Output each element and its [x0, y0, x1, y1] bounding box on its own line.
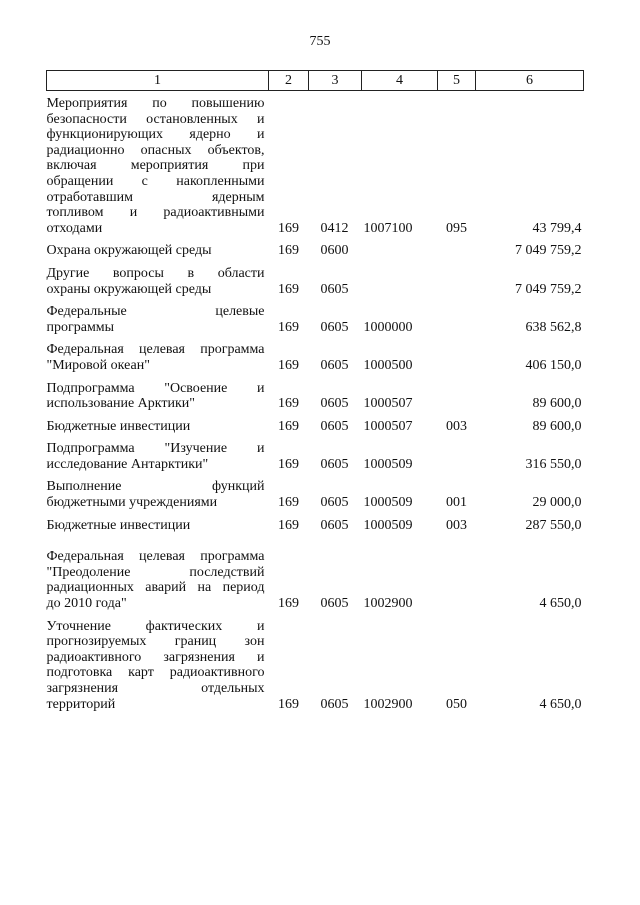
description-line: прогнозируемых границ зон: [46, 634, 265, 650]
description-line: "Мировой океан": [46, 357, 150, 373]
target-article-code: 1000507: [363, 396, 413, 412]
description-line: радиационно опасных объектов,: [46, 142, 265, 158]
expense-type-code: 050: [446, 696, 467, 712]
description-line: Бюджетные инвестиции: [46, 418, 191, 434]
expense-type-code: 003: [446, 517, 467, 533]
table-row: [47, 434, 584, 472]
amount: 43 799,4: [532, 220, 582, 236]
header-col-1: 1: [47, 71, 269, 91]
description-line: радиоактивного загрязнения и: [46, 649, 265, 665]
table-row: [47, 412, 584, 435]
ministry-code: 169: [278, 418, 299, 434]
section-code: 0412: [320, 220, 349, 236]
section-code: 0605: [320, 495, 349, 511]
description-line: отработавшим ядерным: [46, 189, 265, 205]
amount: 4 650,0: [539, 596, 582, 612]
description-line: обращении с накопленными: [46, 173, 265, 189]
description-line: подготовка карт радиоактивного: [46, 665, 265, 681]
expense-type-code: [438, 297, 476, 335]
description-line: использование Арктики": [46, 396, 196, 412]
section-code: 0605: [320, 517, 349, 533]
section-code: 0605: [320, 319, 349, 335]
row-description: [47, 472, 269, 510]
ministry-code: 169: [278, 243, 299, 259]
description-line: Подпрограмма "Изучение и: [46, 441, 265, 457]
target-article-code: [362, 259, 438, 297]
table-row: [47, 511, 584, 534]
target-article-code: 1000509: [363, 456, 413, 472]
description-line: Подпрограмма "Освоение и: [46, 380, 265, 396]
table-row: [47, 374, 584, 412]
amount: 287 550,0: [525, 517, 582, 533]
section-code: 0600: [320, 243, 349, 259]
description-line: безопасности остановленных и: [46, 111, 265, 127]
expense-type-code: [438, 533, 476, 611]
description-line: Федеральные целевые: [46, 304, 265, 320]
ministry-code: 169: [278, 319, 299, 335]
ministry-code: 169: [278, 456, 299, 472]
table-row: [47, 533, 584, 611]
row-description: [47, 374, 269, 412]
amount: 316 550,0: [525, 456, 582, 472]
amount: 406 150,0: [525, 357, 582, 373]
description-line: охраны окружающей среды: [46, 281, 212, 297]
target-article-code: [362, 236, 438, 259]
table-row: [47, 236, 584, 259]
amount: 7 049 759,2: [515, 243, 582, 259]
description-line: Бюджетные инвестиции: [46, 517, 191, 533]
expense-type-code: 001: [446, 495, 467, 511]
header-col-6: 6: [476, 71, 584, 91]
table-body: [47, 91, 584, 713]
amount: 29 000,0: [532, 495, 582, 511]
target-article-code: 1002900: [363, 696, 413, 712]
amount: 638 562,8: [525, 319, 582, 335]
ministry-code: 169: [278, 357, 299, 373]
table-row: [47, 297, 584, 335]
amount: 89 600,0: [532, 396, 582, 412]
target-article-code: 1000000: [363, 319, 413, 335]
expense-type-code: [438, 236, 476, 259]
expense-type-code: 095: [446, 220, 467, 236]
description-line: Выполнение функций: [46, 479, 265, 495]
description-line: исследование Антарктики": [46, 456, 209, 472]
row-description: [47, 412, 269, 435]
description-line: включая мероприятия при: [46, 158, 265, 174]
description-line: отходами: [46, 220, 103, 236]
description-line: загрязнения отдельных: [46, 681, 265, 696]
header-col-4: 4: [362, 71, 438, 91]
ministry-code: 169: [278, 281, 299, 297]
table-row: [47, 259, 584, 297]
section-code: 0605: [320, 418, 349, 434]
ministry-code: 169: [278, 220, 299, 236]
expense-type-code: [438, 374, 476, 412]
target-article-code: 1002900: [363, 596, 413, 612]
amount: 89 600,0: [532, 418, 582, 434]
budget-table: [46, 70, 584, 712]
row-description: [47, 434, 269, 472]
expense-type-code: 003: [446, 418, 467, 434]
row-description: [47, 259, 269, 297]
row-description: [47, 297, 269, 335]
row-description: [47, 533, 269, 611]
section-code: 0605: [320, 696, 349, 712]
table-header-row: [47, 71, 584, 91]
description-line: до 2010 года": [46, 596, 127, 612]
description-line: Охрана окружающей среды: [46, 243, 212, 259]
description-line: территорий: [46, 696, 116, 712]
header-col-5: 5: [438, 71, 476, 91]
page-number: 755: [309, 34, 331, 49]
section-code: 0605: [320, 396, 349, 412]
target-article-code: 1000509: [363, 495, 413, 511]
ministry-code: 169: [278, 495, 299, 511]
section-code: 0605: [320, 357, 349, 373]
row-description: [47, 236, 269, 259]
description-line: бюджетными учреждениями: [46, 495, 218, 511]
ministry-code: 169: [278, 596, 299, 612]
description-line: Уточнение фактических и: [46, 618, 265, 634]
header-col-2: 2: [269, 71, 309, 91]
ministry-code: 169: [278, 396, 299, 412]
target-article-code: 1000509: [363, 517, 413, 533]
description-line: "Преодоление последствий: [46, 564, 265, 580]
expense-type-code: [438, 259, 476, 297]
description-line: топливом и радиоактивными: [46, 205, 265, 221]
ministry-code: 169: [278, 696, 299, 712]
section-code: 0605: [320, 456, 349, 472]
table-row: [47, 91, 584, 237]
description-line: Мероприятия по повышению: [46, 96, 265, 111]
section-code: 0605: [320, 281, 349, 297]
row-description: [47, 511, 269, 534]
row-description: [47, 91, 269, 237]
row-description: [47, 612, 269, 713]
target-article-code: 1000507: [363, 418, 413, 434]
amount: 4 650,0: [539, 696, 582, 712]
row-description: [47, 335, 269, 373]
description-line: радиационных аварий на период: [46, 580, 265, 596]
table-row: [47, 335, 584, 373]
ministry-code: 169: [278, 517, 299, 533]
description-line: Федеральная целевая программа: [46, 342, 265, 358]
expense-type-code: [438, 434, 476, 472]
description-line: Другие вопросы в области: [46, 265, 265, 281]
table-row: [47, 612, 584, 713]
description-line: функционирующих ядерно и: [46, 127, 265, 143]
header-col-3: 3: [309, 71, 362, 91]
description-line: программы: [46, 319, 115, 335]
table-row: [47, 472, 584, 510]
target-article-code: 1000500: [363, 357, 413, 373]
description-line: Федеральная целевая программа: [46, 549, 265, 565]
expense-type-code: [438, 335, 476, 373]
section-code: 0605: [320, 596, 349, 612]
target-article-code: 1007100: [363, 220, 413, 236]
amount: 7 049 759,2: [515, 281, 582, 297]
